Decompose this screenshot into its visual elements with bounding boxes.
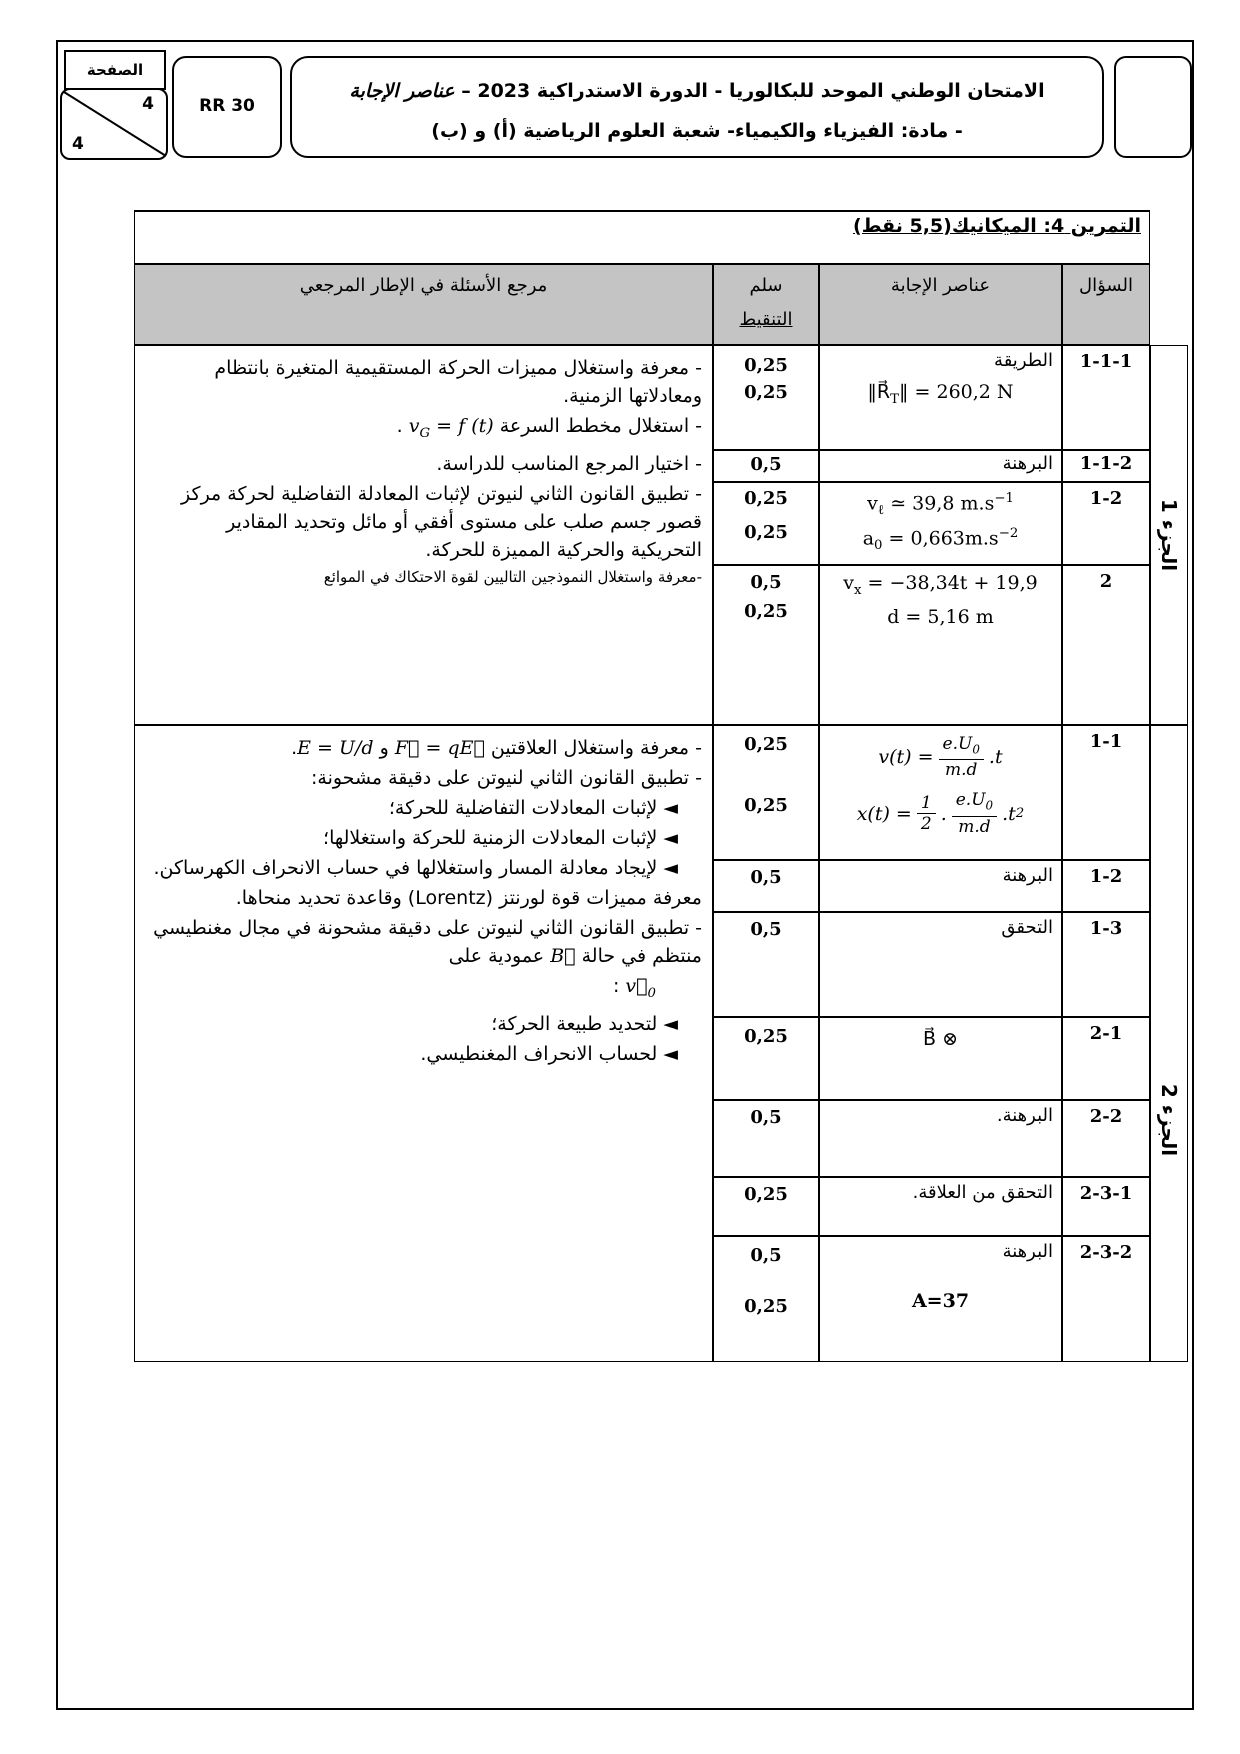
header-reference: مرجع الأسئلة في الإطار المرجعي [134, 264, 713, 345]
page-label: الصفحة [86, 61, 144, 79]
reference-bullet: ◄ لحساب الانحراف المغنطيسي. [420, 1042, 678, 1065]
answer-label-verify-relation: التحقق من العلاقة. [912, 1182, 1053, 1203]
answer-label-method: الطريقة [994, 350, 1053, 371]
answer-cell-p2-2-2 [819, 1100, 1062, 1177]
reference-cell-part1 [134, 345, 713, 725]
question-cell-p2-1-1: 1-1 [1062, 725, 1150, 860]
exam-title-main: الامتحان الوطني الموحد للبكالوريا - الدورة الاستدراكية 2023 – [454, 80, 1045, 102]
part2-label: الجزء 2 [1157, 1083, 1181, 1156]
score-value: 0,25 [744, 795, 788, 816]
exercise-title-row [134, 210, 1150, 264]
question-cell-p2-2-3-1: 2-3-1 [1062, 1177, 1150, 1236]
exam-code: RR 30 [199, 96, 255, 116]
score-value: 0,5 [750, 572, 782, 593]
score-value: 0,25 [744, 1296, 788, 1317]
formula-b-into-page: B⃗ ⊗ [923, 1028, 958, 1050]
score-cell-p2-2-3-2 [713, 1236, 819, 1362]
question-cell-p2-2-1: 2-1 [1062, 1017, 1150, 1100]
page-number-current: 4 [142, 94, 154, 114]
formula-xt: x(t) = $\frac{1}{2}$ . $\frac{e.U_0}{m.d}$ .t 2 [856, 790, 1025, 837]
page-label-box [64, 50, 166, 90]
part1-label: الجزء 1 [1157, 498, 1181, 572]
answer-cell-p2-2-1 [819, 1017, 1062, 1100]
score-cell-p2-2-1: 0,25 [713, 1017, 819, 1100]
reference-paragraph: - تطبيق القانون الثاني لنيوتن على دقيقة مشحونة: [310, 767, 702, 789]
answer-cell-p2-1-1 [819, 725, 1062, 860]
exercise-title: التمرين 4: الميكانيك(5,5 نقط) [853, 215, 1141, 237]
formula-d: d = 5,16 m [887, 605, 994, 628]
reference-v0-line: $v⃗_0$ : [612, 975, 656, 1001]
answer-label-proof: البرهنة [1002, 865, 1053, 886]
page-number-total: 4 [72, 134, 84, 154]
answer-cell-p2-2-3-2 [819, 1236, 1062, 1362]
exam-title-box [290, 56, 1104, 158]
score-value: 0,5 [750, 1245, 782, 1266]
answer-label-proof: البرهنة [1002, 453, 1053, 474]
formula-rt-norm: $‖R⃗_T‖ = 260,2$ N [867, 381, 1014, 407]
header-question: السؤال [1062, 264, 1150, 345]
exam-title-line1 [292, 80, 1102, 102]
formula-a0: $a_0 = 0,663m.s^{-2}$ [862, 526, 1019, 554]
reference-paragraph: - معرفة واستغلال مميزات الحركة المستقيمية المتغيرة بانتظام ومعادلاتها الزمنية. [214, 357, 702, 407]
corner-box [1114, 56, 1192, 158]
answer-cell-p2-2-3-1 [819, 1177, 1062, 1236]
score-cell-p2-2-2: 0,5 [713, 1100, 819, 1177]
question-cell-p2-2-2: 2-2 [1062, 1100, 1150, 1177]
answer-cell-p2-1-2 [819, 860, 1062, 912]
score-cell-p2-1-2: 0,5 [713, 860, 819, 912]
score-cell-p2-1-1 [713, 725, 819, 860]
question-cell-1-1-1: 1-1-1 [1062, 345, 1150, 450]
reference-paragraph: - تطبيق القانون الثاني لنيوتن لإثبات المعادلة التفاضلية لحركة مركز قصور جسم صلب على مستوى أفقي أو مائل وتحديد المقادير التحريكية والحركية المميزة للحركة. [181, 482, 702, 561]
score-value: 0,25 [744, 488, 788, 509]
formula-v-limit: $v_\ell$ ≃ 39,8 $m.s^{-1}$ [867, 491, 1014, 519]
reference-paragraph: معرفة مميزات قوة لورنتز (Lorentz) وقاعدة تحديد منحاها. [235, 887, 702, 909]
part1-label-cell [1150, 345, 1188, 725]
score-value: 0,25 [744, 382, 788, 403]
score-cell-1-2 [713, 482, 819, 565]
header-answers: عناصر الإجابة [819, 264, 1062, 345]
score-cell-1-1-1 [713, 345, 819, 450]
answer-cell-1-2 [819, 482, 1062, 565]
score-cell-1-1-2: 0,5 [713, 450, 819, 482]
question-cell-p2-1-2: 1-2 [1062, 860, 1150, 912]
question-cell-p2-1-3: 1-3 [1062, 912, 1150, 1017]
reference-paragraph-small: -معرفة واستغلال النموذجين التاليين لقوة الاحتكاك في الموائع [323, 567, 702, 586]
answer-cell-2 [819, 565, 1062, 725]
answer-cell-p2-1-3 [819, 912, 1062, 1017]
exam-code-box [172, 56, 282, 158]
answer-label-verification: التحقق [1001, 917, 1053, 938]
header-scale-line2: التنقيط [739, 309, 793, 330]
reference-paragraph: - اختيار المرجع المناسب للدراسة. [436, 452, 702, 475]
question-cell-p2-2-3-2: 2-3-2 [1062, 1236, 1150, 1362]
reference-bullet: ◄ لإثبات المعادلات الزمنية للحركة واستغلالها؛ [323, 827, 678, 849]
header-scale [713, 264, 819, 345]
score-value: 0,25 [744, 734, 788, 755]
question-cell-1-1-2: 1-1-2 [1062, 450, 1150, 482]
reference-bullet: ◄ لإثبات المعادلات التفاضلية للحركة؛ [388, 797, 678, 819]
question-cell-2: 2 [1062, 565, 1150, 725]
exam-title-line2: - مادة: الفيزياء والكيمياء- شعبة العلوم الرياضية (أ) و (ب) [431, 120, 963, 142]
answer-cell-1-1-1 [819, 345, 1062, 450]
formula-vt: v(t) = $\frac{e.U_0}{m.d}$ .t [878, 734, 1003, 781]
question-cell-1-2: 1-2 [1062, 482, 1150, 565]
reference-bullet: ◄ لتحديد طبيعة الحركة؛ [491, 1012, 678, 1035]
answer-label-proof: البرهنة [1002, 1241, 1053, 1262]
formula-a37: A=37 [911, 1290, 970, 1312]
score-cell-2 [713, 565, 819, 725]
score-value: 0,25 [744, 355, 788, 376]
header-scale-line1: سلم [749, 275, 783, 296]
reference-paragraph: - تطبيق القانون الثاني لنيوتن على دقيقة مشحونة في مجال مغنطيسي منتظم في حالة B⃗ عمودية على [153, 917, 702, 967]
page-number-box [60, 88, 168, 160]
reference-cell-part2 [134, 725, 713, 1362]
reference-paragraph: - معرفة واستغلال العلاقتين F⃗ = qE⃗ و E = U/d. [291, 737, 702, 759]
answer-cell-1-1-2 [819, 450, 1062, 482]
score-value: 0,25 [744, 601, 788, 622]
formula-vx: $v_x = -38,34t + 19,9$ [843, 572, 1038, 598]
reference-paragraph: - استغلال مخطط السرعة $v_G = f$ (t) . [396, 415, 702, 441]
score-cell-p2-1-3: 0,5 [713, 912, 819, 1017]
score-value: 0,25 [744, 522, 788, 543]
score-cell-p2-2-3-1: 0,25 [713, 1177, 819, 1236]
reference-bullet: ◄ لإيجاد معادلة المسار واستغلالها في حساب الانحراف الكهرساكن. [153, 857, 678, 879]
exam-title-suffix: عناصر الإجابة [349, 80, 455, 102]
part2-label-cell [1150, 725, 1188, 1362]
answer-label-proof: البرهنة. [996, 1105, 1053, 1126]
